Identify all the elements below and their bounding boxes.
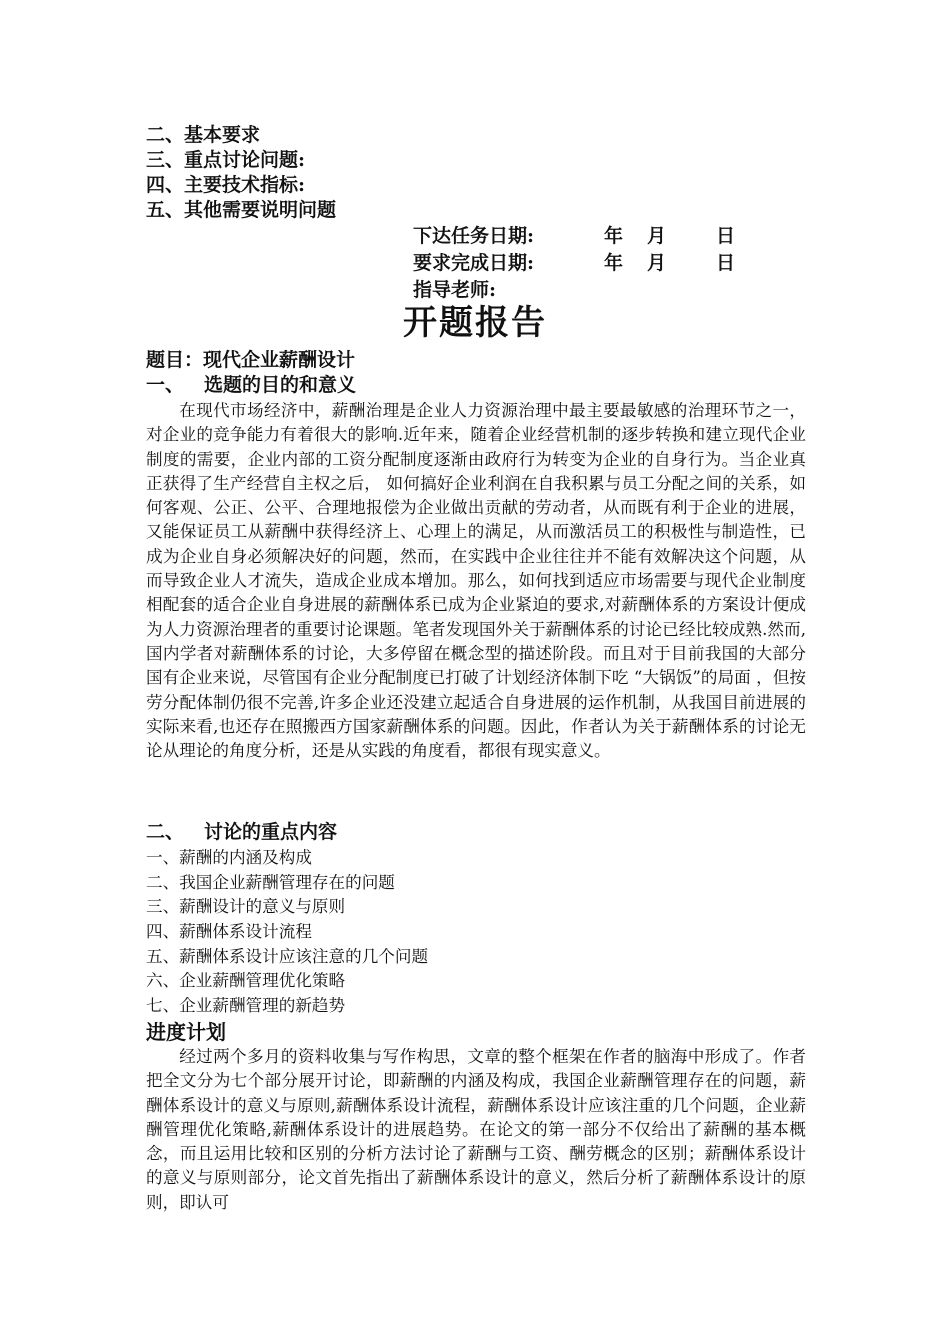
requirement-other-notes: 五、其他需要说明问题 xyxy=(146,199,337,221)
list-item: 一、薪酬的内涵及构成 xyxy=(146,848,312,867)
assign-date-label: 下达任务日期: xyxy=(413,225,535,247)
due-date-row xyxy=(413,250,833,277)
task-meta xyxy=(413,223,833,304)
list-item: 二、我国企业薪酬管理存在的问题 xyxy=(146,872,395,892)
section-title: 选题的目的和意义 xyxy=(204,374,357,396)
advisor-label: 指导老师: xyxy=(413,279,497,301)
requirements-list xyxy=(146,123,646,223)
due-year-label: 年 xyxy=(604,252,624,274)
list-item: 三、薪酬设计的意义与原则 xyxy=(146,897,346,917)
section-heading-purpose xyxy=(146,373,356,398)
due-day-label: 日 xyxy=(716,252,736,274)
assign-month-label: 月 xyxy=(647,225,667,247)
due-month-label: 月 xyxy=(647,252,667,274)
section-title: 讨论的重点内容 xyxy=(204,821,338,843)
assign-year-label: 年 xyxy=(604,225,624,247)
section-heading-key-content xyxy=(146,820,337,845)
schedule-paragraph: 经过两个多月的资料收集与写作构思，文章的整个框架在作者的脑海中形成了。作者把全文分为七个部分展开讨论，即薪酬的内涵及构成，我国企业薪酬管理存在的问题，薪酬体系设计的意义与原则,薪酬体系设计流程，薪酬体系设计应该注重的几个问题，企业薪酬管理优化策略,薪酬体系设计的进展趋势。在论文的第一部分不仅给出了薪酬的基本概念，而且运用比较和区别的分析方法讨论了薪酬与工资、酬劳概念的区别；薪酬体系设计的意义与原则部分，论文首先指出了薪酬体系设计的意义，然后分析了薪酬体系设计的原则，即认可 xyxy=(146,1047,806,1212)
key-content-list xyxy=(146,846,746,1019)
list-item: 四、薪酬体系设计流程 xyxy=(146,922,312,942)
requirement-key-issues: 三、重点讨论问题: xyxy=(146,149,306,171)
section-number: 二、 xyxy=(146,821,185,843)
list-item: 七、企业薪酬管理的新趋势 xyxy=(146,996,346,1016)
section-number: 一、 xyxy=(146,374,185,396)
requirement-basic: 二、基本要求 xyxy=(146,124,261,146)
purpose-paragraph: 在现代市场经济中，薪酬治理是企业人力资源治理中最主要最敏感的治理环节之一，对企业的竞争能力有着很大的影响.近年来，随着企业经营机制的逐步转换和建立现代企业制度的需要，企业内部的工资分配制度逐渐由政府行为转变为企业的自身行为。当企业真正获得了生产经营自主权之后， 如何搞好企业利润在自我积累与员工分配之间的关系，如何客观、公正、公平、合理地报偿为企业做出贡献的劳动者，从而既有利于企业的进展，又能保证员工从薪酬中获得经济上、心理上的满足，从而激活员工的积极性与制造性，已成为企业自身必须解决好的问题，然而，在实践中企业往往并不能有效解决这个问题，从而导致企业人才流失，造成企业成本增加。那么，如何找到适应市场需要与现代企业制度相配套的适合企业自身进展的薪酬体系已成为企业紧迫的要求,对薪酬体系的方案设计便成为人力资源治理者的重要讨论课题。笔者发现国外关于薪酬体系的讨论已经比较成熟.然而,国内学者对薪酬体系的讨论，大多停留在概念型的描述阶段。而且对于目前我国的大部分国有企业来说，尽管国有企业分配制度已打破了计划经济体制下吃 “大锅饭”的局面 ，但按劳分配体制仍很不完善,许多企业还没建立起适合自身进展的运作机制，从我国目前进展的实际来看,也还存在照搬西方国家薪酬体系的问题。因此，作者认为关于薪酬体系的讨论无论从理论的角度分析，还是从实践的角度看，都很有现实意义。 xyxy=(146,401,806,761)
assign-day-label: 日 xyxy=(716,225,736,247)
report-title: 开题报告 xyxy=(403,303,547,343)
due-date-label: 要求完成日期: xyxy=(413,252,535,274)
requirement-tech-indicators: 四、主要技术指标: xyxy=(146,174,306,196)
report-topic: 题目：现代企业薪酬设计 xyxy=(146,349,356,371)
section-heading-schedule: 进度计划 xyxy=(146,1020,226,1044)
list-item: 六、企业薪酬管理优化策略 xyxy=(146,971,346,991)
list-item: 五、薪酬体系设计应该注意的几个问题 xyxy=(146,946,429,966)
assign-date-row xyxy=(413,223,833,250)
